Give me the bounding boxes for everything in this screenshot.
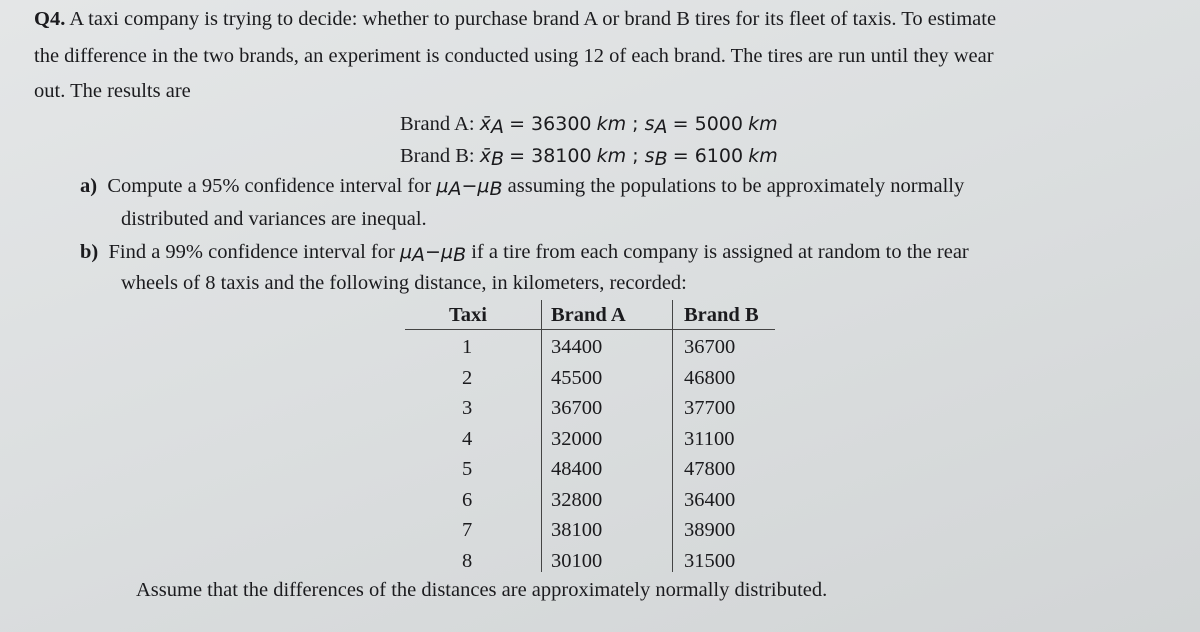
brand-a-mean-symbol: x̄ (479, 113, 491, 135)
brand-a-sd-symbol: s (644, 113, 655, 135)
brand-a-sd-sub: A (654, 116, 668, 138)
table-cell-brand-a: 45500 (551, 366, 603, 389)
table-cell-taxi: 4 (462, 427, 473, 450)
table-cell-taxi: 1 (462, 336, 473, 358)
part-b-line-2: wheels of 8 taxis and the following distance, in kilometers, recorded: (121, 272, 687, 294)
part-a-label: a) (80, 175, 98, 197)
table-cell-brand-a: 36700 (551, 397, 603, 419)
question-intro-line-1 (34, 9, 996, 30)
brand-b-mean-sub: B (490, 148, 505, 170)
table-cell-brand-b: 36400 (684, 488, 736, 511)
table-cell-brand-a: 48400 (551, 458, 603, 480)
table-cell-taxi: 8 (462, 549, 473, 572)
table-cell-brand-a: 32800 (551, 488, 603, 511)
part-b-text-2: if a tire from each company is assigned at random to the rear (471, 241, 969, 263)
mu-sub-a1: A (448, 178, 462, 200)
table-cell-taxi: 3 (462, 397, 473, 419)
brand-b-sd-symbol: s (644, 145, 655, 167)
table-cell-brand-b: 36700 (684, 336, 736, 358)
brand-b-mean-value: = 38100 (509, 145, 592, 167)
mu-symbol-a1: μ (436, 175, 449, 197)
mu-symbol-a2: μ (399, 241, 413, 263)
brand-b-stats (400, 146, 778, 169)
brand-a-label: Brand A: (400, 113, 475, 135)
table-cell-brand-b: 47800 (684, 458, 736, 480)
brand-b-label: Brand B: (400, 145, 475, 167)
table-cell-brand-a: 34400 (551, 336, 603, 358)
brand-a-sd-value: = 5000 (672, 113, 743, 135)
brand-b-sd-value: = 6100 (672, 145, 744, 167)
part-a-text-1: Compute a 95% confidence interval for (107, 175, 432, 197)
part-b-text-1: Find a 99% confidence interval for (108, 241, 395, 263)
table-cell-brand-b: 31500 (684, 549, 736, 572)
brand-a-sd-unit: km (748, 113, 778, 135)
part-b-line-1 (80, 242, 969, 265)
mu-sub-b1: B (489, 178, 503, 200)
brand-a-mean-unit: km (596, 113, 627, 135)
table-col-rule-1 (541, 300, 542, 572)
table-header-brand-a: Brand A (551, 304, 626, 326)
question-intro-line-3: out. The results are (34, 80, 191, 102)
table-cell-brand-b: 37700 (684, 397, 736, 419)
part-a-line-1 (80, 176, 964, 199)
brand-b-sd-unit: km (748, 145, 778, 167)
brand-b-mean-unit: km (596, 145, 627, 167)
table-header-taxi: Taxi (449, 304, 487, 326)
minus-sign-b: − (425, 241, 441, 263)
brand-b-sd-sub: B (654, 148, 668, 170)
mu-sub-b2: B (453, 244, 467, 266)
table-cell-brand-b: 31100 (684, 427, 735, 450)
part-a-line-2: distributed and variances are inequal. (121, 208, 427, 230)
footer-note: Assume that the differences of the distances are approximately normally distributed. (136, 579, 828, 601)
part-b-label: b) (80, 241, 99, 263)
brand-a-mean-sub: A (490, 116, 504, 138)
table-header-rule (405, 329, 775, 330)
table-col-rule-2 (672, 300, 673, 572)
table-cell-taxi: 6 (462, 488, 473, 511)
brand-a-mean-value: = 36300 (509, 113, 592, 135)
table-cell-brand-a: 30100 (551, 549, 603, 572)
question-intro-line-2: the difference in the two brands, an experiment is conducted using 12 of each brand. The tires are run until they wear (34, 45, 994, 67)
table-cell-taxi: 7 (462, 519, 473, 541)
part-a-text-2: assuming the populations to be approximately normally (507, 175, 965, 197)
question-intro-text-1: A taxi company is trying to decide: whether to purchase brand A or brand B tires for its fleet of taxis. To estimate (69, 8, 997, 30)
mu-symbol-b2: μ (440, 241, 454, 263)
table-cell-taxi: 2 (462, 366, 473, 389)
minus-sign-a: − (461, 175, 478, 197)
table-cell-brand-a: 38100 (551, 519, 603, 541)
brand-b-separator: ; (626, 145, 645, 167)
mu-sub-a2: A (412, 244, 426, 266)
brand-a-stats (400, 114, 778, 137)
brand-a-separator: ; (626, 113, 645, 135)
table-cell-taxi: 5 (462, 458, 473, 480)
brand-b-mean-symbol: x̄ (479, 145, 491, 167)
question-label: Q4. (34, 8, 66, 30)
table-cell-brand-b: 46800 (684, 366, 736, 389)
mu-symbol-b1: μ (477, 175, 490, 197)
table-header-brand-b: Brand B (684, 304, 759, 326)
table-cell-brand-b: 38900 (684, 519, 736, 541)
table-cell-brand-a: 32000 (551, 427, 603, 450)
